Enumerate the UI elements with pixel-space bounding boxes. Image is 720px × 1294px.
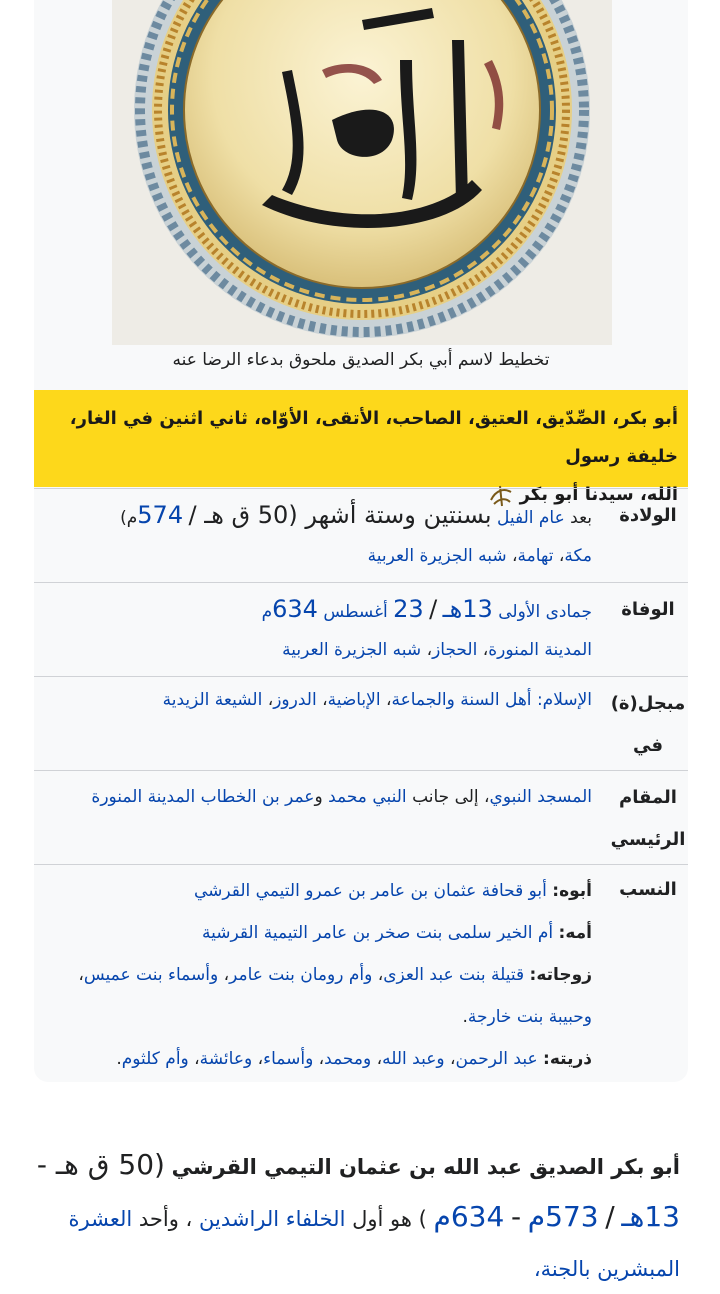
shrine-value <box>42 778 592 816</box>
banner-line-2-text: الله، سيدنا أبو بكر <box>519 484 678 505</box>
death-date-line <box>42 590 592 631</box>
father-link[interactable]: أبو قحافة عثمان بن عامر بن عمرو التيمي القرشي <box>193 881 547 901</box>
arabian-peninsula-link[interactable]: شبه الجزيرة العربية <box>367 546 507 566</box>
image-caption: تخطيط لاسم أبي بكر الصديق ملحوق بدعاء الرضا عنه <box>172 350 550 370</box>
wives-line: زوجاته: قتيلة بنت عبد العزى، وأم رومان بنت عامر، وأسماء بنت عميس، وحبيبة بنت خارجة. <box>78 965 592 1027</box>
birth-year-link[interactable]: 574 <box>137 501 184 529</box>
lead-and-one: ، وأحد <box>138 1207 193 1231</box>
father-line <box>42 870 592 912</box>
lead-date-open: (50 ق هـ - <box>36 1148 165 1181</box>
lead-subject-name: أبو بكر الصديق عبد الله بن عثمان التيمي القرشي <box>171 1155 680 1179</box>
child-muhammad-link[interactable]: ومحمد <box>324 1049 372 1069</box>
venerated-label-2: في <box>633 735 663 756</box>
ten-promised-paradise-link[interactable]: العشرة المبشرين بالجنة، <box>68 1207 680 1281</box>
death-day-link[interactable]: 23 <box>393 595 424 623</box>
shrine-label-2: الرئيسي <box>610 829 686 850</box>
lead-dash: - <box>510 1200 522 1233</box>
child-asma-link[interactable]: وأسماء <box>263 1049 314 1069</box>
ibadi-link[interactable]: الإباضية <box>327 690 381 710</box>
death-greg-suffix: م <box>261 602 273 622</box>
tihamah-link[interactable]: تهامة <box>517 546 554 566</box>
birth-year-suffix: م) <box>120 508 138 528</box>
venerated-label-1: مبجل(ة) <box>610 693 686 714</box>
venerated-row <box>34 676 688 770</box>
wives-key: زوجاته: <box>529 965 592 985</box>
lineage-row <box>34 864 688 1082</box>
child-umm-kulthum-link[interactable]: وأم كلثوم <box>121 1049 189 1069</box>
child-abdulrahman-link[interactable]: عبد الرحمن <box>455 1049 538 1069</box>
birth-value <box>42 496 592 575</box>
rashidun-caliphs-link[interactable]: الخلفاء الراشدين <box>199 1207 346 1231</box>
lead-greg-start-link[interactable]: 573م <box>527 1200 599 1233</box>
birth-label: الولادة <box>619 505 677 526</box>
august-link[interactable]: أغسطس <box>323 602 388 622</box>
lead-slash: / <box>605 1200 615 1233</box>
death-hijri-year-link[interactable]: 13هـ <box>442 595 493 623</box>
death-place-line: المدينة المنورة، الحجاز، شبه الجزيرة العربية <box>282 640 592 660</box>
lead-close: ) هو أول <box>352 1207 427 1231</box>
prophets-mosque-link[interactable]: المسجد النبوي <box>489 787 592 807</box>
death-label: الوفاة <box>621 599 675 620</box>
shrine-label <box>608 777 688 861</box>
zaidi-link[interactable]: الشيعة الزيدية <box>162 690 263 710</box>
father-key: أبوه: <box>552 881 592 901</box>
venerated-label <box>608 683 688 767</box>
venerated-value: الإسلام: أهل السنة والجماعة، الإباضية، الدروز، الشيعة الزيدية <box>162 690 592 710</box>
infobox <box>34 0 688 1082</box>
birth-prefix: بعد <box>570 508 592 528</box>
death-greg-year-link[interactable]: 634 <box>272 595 318 623</box>
prophet-muhammad-link[interactable]: النبي محمد <box>328 787 407 807</box>
jumada-ula-link[interactable]: جمادى الأولى <box>498 602 592 622</box>
child-abdullah-link[interactable]: وعبد الله <box>382 1049 445 1069</box>
birth-after: بسنتين وستة أشهر (50 ق هـ / <box>188 501 492 529</box>
lead-hijri-link[interactable]: 13هـ <box>621 1200 680 1233</box>
death-value <box>42 590 592 669</box>
wife-qutaylah-link[interactable]: قتيلة بنت عبد العزى <box>383 965 525 985</box>
sunni-link[interactable]: أهل السنة والجماعة <box>391 690 532 710</box>
shrine-and: و <box>314 787 323 807</box>
child-aisha-link[interactable]: وعائشة <box>199 1049 253 1069</box>
shrine-label-1: المقام <box>619 787 677 808</box>
shrine-beside: ، إلى جانب <box>412 787 490 807</box>
medina-link[interactable]: المدينة المنورة <box>488 640 592 660</box>
mother-key: أمه: <box>558 923 592 943</box>
children-key: ذريته: <box>543 1049 592 1069</box>
islam-link[interactable]: الإسلام: <box>536 690 592 710</box>
mecca-link[interactable]: مكة <box>564 546 592 566</box>
hejaz-link[interactable]: الحجاز <box>432 640 478 660</box>
year-of-elephant-link[interactable]: عام الفيل <box>496 508 565 528</box>
death-row <box>34 582 688 676</box>
abu-bakr-calligraphy-image[interactable] <box>112 0 612 345</box>
druze-link[interactable]: الدروز <box>273 690 317 710</box>
wife-asma-link[interactable]: وأسماء بنت عميس <box>83 965 219 985</box>
birth-date-line <box>42 496 592 537</box>
birth-row <box>34 488 688 582</box>
mother-line <box>42 912 592 954</box>
name-titles-banner <box>34 390 688 505</box>
lineage-label: النسب <box>619 879 677 900</box>
wife-umm-ruman-link[interactable]: وأم رومان بنت عامر <box>229 965 373 985</box>
shrine-row <box>34 770 688 864</box>
arabian-peninsula-link-2[interactable]: شبه الجزيرة العربية <box>282 640 422 660</box>
mother-link[interactable]: أم الخير سلمى بنت صخر بن عامر التيمية القرشية <box>201 923 554 943</box>
lineage-value <box>42 870 592 1080</box>
death-slash: / <box>429 595 438 623</box>
article-lead <box>20 1140 680 1294</box>
wife-habibah-link[interactable]: وحبيبة بنت خارجة <box>467 1007 592 1027</box>
birth-place-line: مكة، تهامة، شبه الجزيرة العربية <box>367 546 592 566</box>
medina-city-link[interactable]: المدينة المنورة <box>91 787 196 807</box>
lead-greg-end-link[interactable]: 634م <box>433 1200 505 1233</box>
umar-link[interactable]: عمر بن الخطاب <box>200 787 315 807</box>
banner-line-1: أبو بكر، الصِّدّيق، العتيق، الصاحب، الأتقى، الأوّاه، ثاني اثنين في الغار، خليفة رسول <box>69 408 678 467</box>
children-line: ذريته: عبد الرحمن، وعبد الله، ومحمد، وأسماء، وعائشة، وأم كلثوم. <box>116 1049 592 1069</box>
